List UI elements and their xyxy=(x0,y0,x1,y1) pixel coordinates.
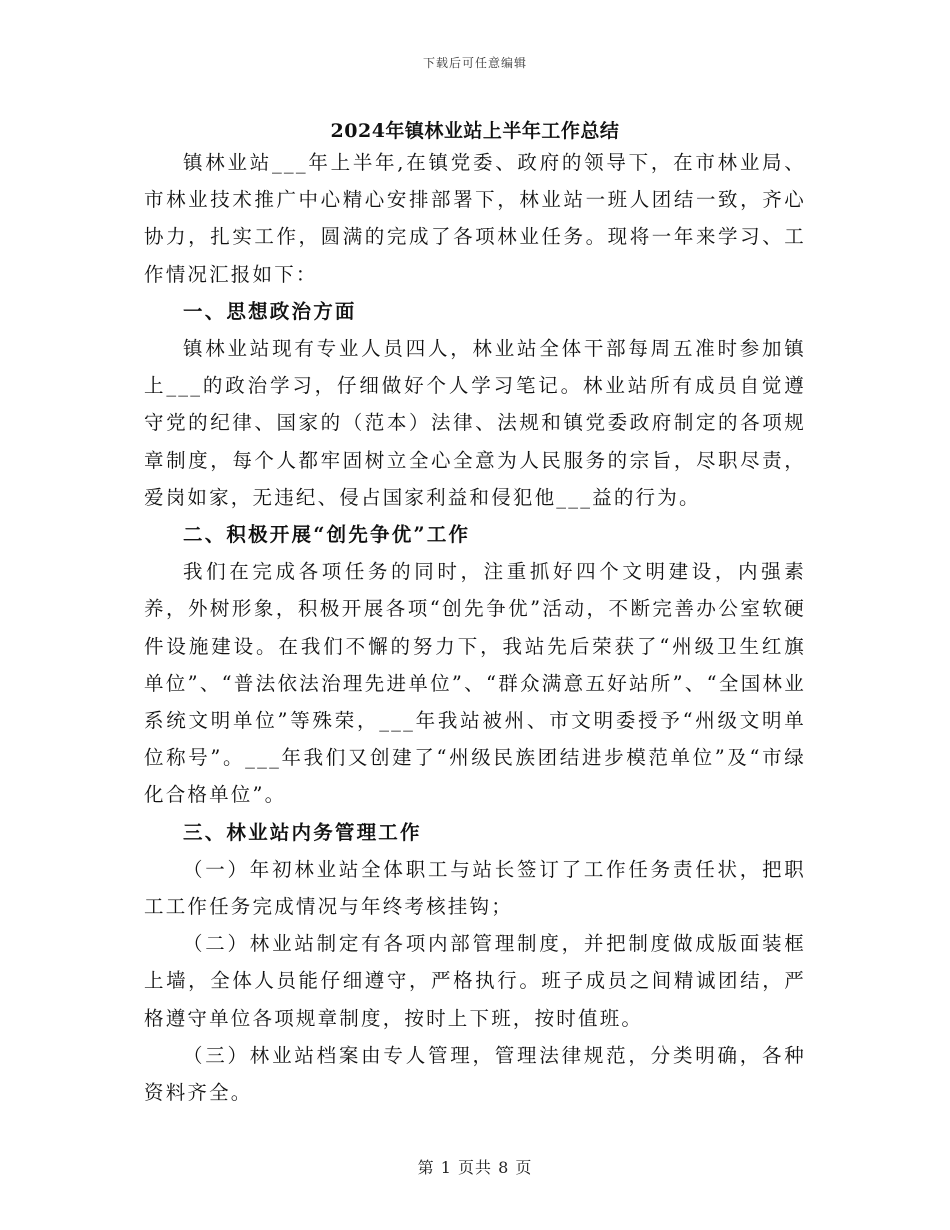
paragraph-intro: 镇林业站___年上半年,在镇党委、政府的领导下，在市林业局、市林业技术推广中心精心安排部署下，林业站一班人团结一致，齐心协力，扎实工作，圆满的完成了各项林业任务。现将一年来学习、工作情况汇报如下： xyxy=(144,151,806,286)
section-heading-1: 一、思想政治方面 xyxy=(183,299,357,323)
section-heading-2: 二、积极开展“创先争优”工作 xyxy=(183,523,471,547)
paragraph-item-1: （一）年初林业站全体职工与站长签订了工作任务责任状，把职工工作任务完成情况与年终考核挂钩； xyxy=(144,857,806,919)
paragraph-section-1: 镇林业站现有专业人员四人，林业站全体干部每周五准时参加镇上___的政治学习，仔细做好个人学习笔记。林业站所有成员自觉遵守党的纪律、国家的（范本）法律、法规和镇党委政府制定的各项规章制度，每个人都牢固树立全心全意为人民服务的宗旨，尽职尽责，爱岗如家，无违纪、侵占国家利益和侵犯他___益的行为。 xyxy=(144,337,806,509)
document-title: 2024年镇林业站上半年工作总结 xyxy=(330,120,620,142)
paragraph-section-2: 我们在完成各项任务的同时，注重抓好四个文明建设，内强素养，外树形象，积极开展各项“创先争优”活动，不断完善办公室软硬件设施建设。在我们不懈的努力下，我站先后荣获了“州级卫生红旗单位”、“普法依法治理先进单位”、“群众满意五好站所”、“全国林业系统文明单位”等殊荣，___年我站被州、市文明委授予“州级文明单位称号”。___年我们又创建了“州级民族团结进步模范单位”及“市绿化合格单位”。 xyxy=(144,560,806,807)
page-indicator: 第 1 页共 8 页 xyxy=(417,1158,533,1177)
document-body xyxy=(144,144,806,1111)
paragraph-item-2: （二）林业站制定有各项内部管理制度，并把制度做成版面装框上墙，全体人员能仔细遵守，严格执行。班子成员之间精诚团结，严格遵守单位各项规章制度，按时上下班，按时值班。 xyxy=(144,932,806,1030)
paragraph-item-3: （三）林业站档案由专人管理，管理法律规范，分类明确，各种资料齐全。 xyxy=(144,1043,806,1105)
section-heading-3: 三、林业站内务管理工作 xyxy=(183,820,422,844)
header-note: 下载后可任意编辑 xyxy=(422,56,527,70)
